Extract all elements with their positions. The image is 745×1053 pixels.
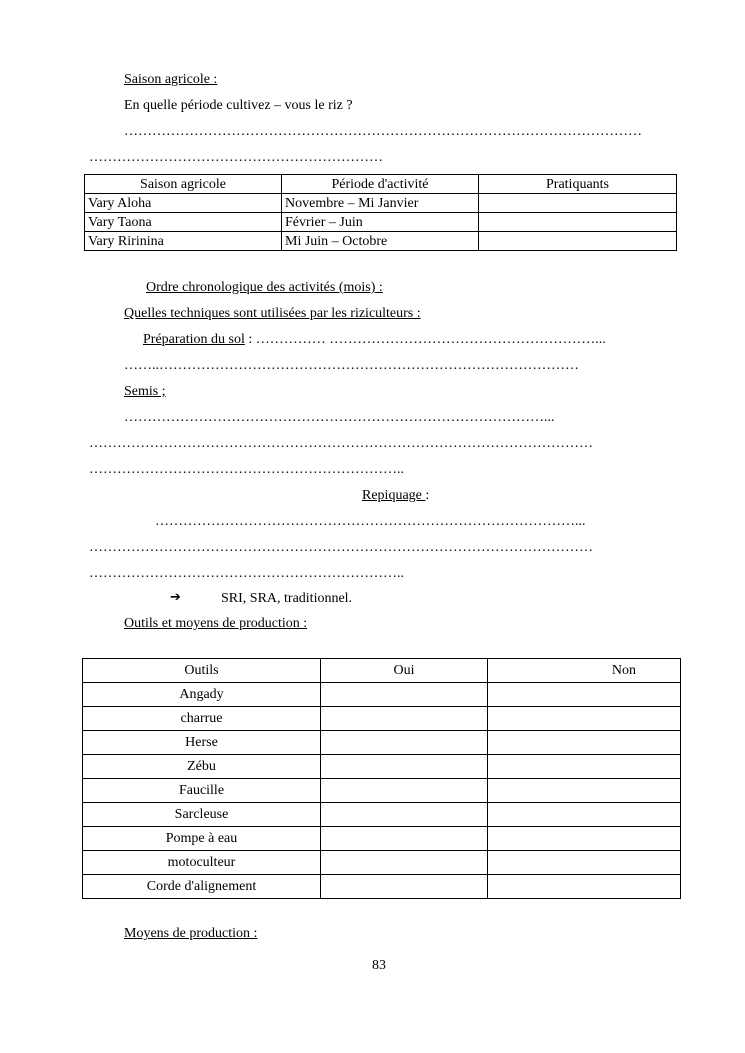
yes-cell	[321, 707, 488, 731]
tools-table	[82, 658, 681, 899]
practitioners-cell	[479, 232, 677, 251]
repiquage-line	[362, 488, 429, 504]
tool-name-cell: Zébu	[83, 755, 321, 779]
yes-cell	[321, 803, 488, 827]
table-row	[85, 213, 677, 232]
answer-dots: : …………… …………………………………………………...	[244, 332, 606, 347]
table-row	[85, 194, 677, 213]
table-row	[85, 232, 677, 251]
table-row	[83, 875, 681, 899]
tool-name-cell: Herse	[83, 731, 321, 755]
semis-label: Semis ;	[124, 384, 166, 399]
answer-dots: ………………………………………………………………………………...	[155, 514, 586, 529]
table-row	[83, 803, 681, 827]
answer-dots: …………………………………………………………..	[89, 566, 404, 581]
yes-cell	[321, 683, 488, 707]
tool-name-cell: Faucille	[83, 779, 321, 803]
no-cell	[488, 683, 681, 707]
practitioners-cell	[479, 194, 677, 213]
period-cell: Novembre – Mi Janvier	[282, 194, 479, 213]
tool-name-cell: charrue	[83, 707, 321, 731]
season-table	[84, 174, 677, 251]
season-cell: Vary Aloha	[85, 194, 282, 213]
table-row	[83, 683, 681, 707]
yes-cell	[321, 755, 488, 779]
column-header: Non	[488, 659, 681, 683]
yes-cell	[321, 731, 488, 755]
tool-name-cell: Corde d'alignement	[83, 875, 321, 899]
answer-dots: ………………………………………………………………………………………………	[89, 540, 593, 555]
table-row	[83, 707, 681, 731]
no-cell	[488, 827, 681, 851]
column-header: Saison agricole	[85, 175, 282, 194]
practitioners-cell	[479, 213, 677, 232]
no-cell	[488, 875, 681, 899]
answer-dots: ………………………………………………………………………………………………	[89, 436, 593, 451]
period-cell: Février – Juin	[282, 213, 479, 232]
answer-dots: …………………………………………………………..	[89, 462, 404, 477]
soil-prep-label: Préparation du sol	[143, 332, 245, 347]
column-header: Période d'activité	[282, 175, 479, 194]
no-cell	[488, 851, 681, 875]
tool-name-cell: Sarcleuse	[83, 803, 321, 827]
methods-text: SRI, SRA, traditionnel.	[221, 591, 353, 606]
repiquage-label: Repiquage	[362, 488, 426, 503]
table-header-row	[83, 659, 681, 683]
answer-dots: ……..………………………………………………………………………………	[124, 358, 579, 373]
tool-name-cell: Angady	[83, 683, 321, 707]
arrow-right-icon: ➔	[170, 590, 181, 605]
table-row	[83, 851, 681, 875]
production-heading: Moyens de production :	[124, 926, 258, 941]
table-row	[83, 779, 681, 803]
table-header-row	[85, 175, 677, 194]
repiquage-colon: :	[425, 488, 430, 503]
season-cell: Vary Taona	[85, 213, 282, 232]
no-cell	[488, 707, 681, 731]
no-cell	[488, 803, 681, 827]
page-number: 83	[372, 958, 386, 973]
table-row	[83, 755, 681, 779]
answer-dots: ………………………………………………………………………………...	[124, 410, 555, 425]
soil-prep-line	[143, 332, 606, 348]
yes-cell	[321, 875, 488, 899]
yes-cell	[321, 827, 488, 851]
no-cell	[488, 731, 681, 755]
answer-dots: …………………………………………………………………………………………………	[124, 124, 642, 139]
period-cell: Mi Juin – Octobre	[282, 232, 479, 251]
tool-name-cell: Pompe à eau	[83, 827, 321, 851]
chronology-heading: Ordre chronologique des activités (mois) :	[146, 280, 383, 295]
techniques-heading: Quelles techniques sont utilisées par les riziculteurs :	[124, 306, 421, 321]
answer-dots: ………………………………………………………	[89, 150, 383, 165]
table-row	[83, 731, 681, 755]
no-cell	[488, 755, 681, 779]
tool-name-cell: motoculteur	[83, 851, 321, 875]
column-header: Pratiquants	[479, 175, 677, 194]
column-header: Outils	[83, 659, 321, 683]
column-header: Oui	[321, 659, 488, 683]
yes-cell	[321, 779, 488, 803]
question-period: En quelle période cultivez – vous le riz ?	[124, 98, 353, 113]
no-cell	[488, 779, 681, 803]
table-row	[83, 827, 681, 851]
season-heading: Saison agricole :	[124, 72, 218, 87]
yes-cell	[321, 851, 488, 875]
tools-heading: Outils et moyens de production :	[124, 616, 308, 631]
season-cell: Vary Ririnina	[85, 232, 282, 251]
